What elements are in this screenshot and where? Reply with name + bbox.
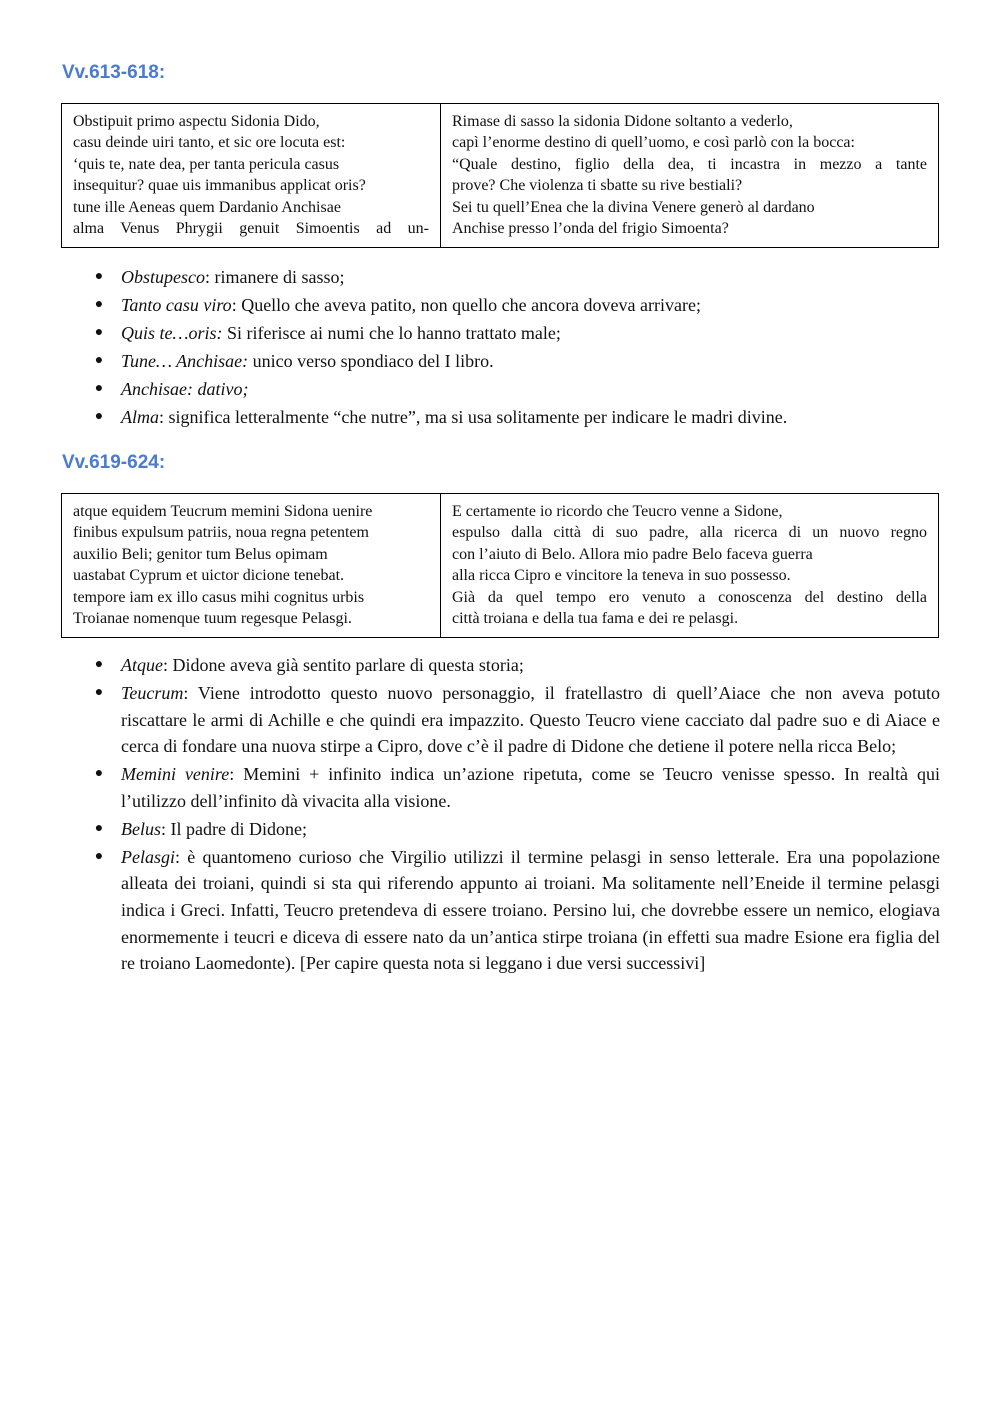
- section-heading: Vv.619-624:: [62, 452, 166, 473]
- note-text: Si riferisce ai numi che lo hanno trattato male;: [222, 322, 561, 343]
- bullet-icon: ●: [94, 269, 104, 284]
- note-text: : Quello che aveva patito, non quello che ancora doveva arrivare;: [231, 294, 701, 315]
- bullet-icon: ●: [94, 408, 104, 424]
- latin-text-cell: [62, 494, 441, 638]
- note-term: Pelasgi: [121, 846, 175, 867]
- translation-line: Sei tu quell’Enea che la divina Venere generò al dardano: [452, 198, 815, 216]
- bullet-icon: ●: [94, 296, 104, 312]
- note-term: Anchisae: dativo;: [121, 378, 249, 399]
- latin-line: Obstipuit primo aspectu Sidonia Dido,: [73, 113, 320, 130]
- note-term: Tanto casu viro: [121, 294, 232, 315]
- latin-line: finibus expulsum patriis, noua regna petentem: [73, 524, 369, 542]
- latin-line: ‘quis te, nate dea, per tanta pericula casus: [73, 155, 340, 173]
- note-term: Atque: [121, 655, 163, 675]
- translation-line: Rimase di sasso la sidonia Didone soltanto a vederlo,: [452, 113, 793, 130]
- latin-line: tempore iam ex illo casus mihi cognitus urbis: [73, 588, 365, 606]
- translation-line: alla ricca Cipro e vincitore la teneva in suo possesso.: [452, 567, 791, 585]
- notes-list: [0, 264, 940, 432]
- latin-line: auxilio Beli; genitor tum Belus opimam: [73, 545, 328, 563]
- note-item: [0, 844, 940, 977]
- translation-line: Già da quel tempo ero venuto a conoscenza del destino della: [452, 588, 927, 606]
- note-term: Memini venire: [121, 764, 230, 785]
- translation-line: città troiana e della tua fama e dei re pelasgi.: [452, 610, 739, 628]
- bullet-icon: ●: [94, 820, 104, 836]
- italian-translation-cell: [441, 104, 939, 248]
- note-item: [0, 320, 940, 347]
- note-text: : Il padre di Didone;: [161, 818, 307, 839]
- bullet-icon: ●: [94, 684, 104, 700]
- bullet-icon: ●: [94, 380, 104, 396]
- note-term: Tune… Anchisae:: [121, 350, 249, 371]
- bullet-icon: ●: [94, 324, 104, 340]
- note-text: : Didone aveva già sentito parlare di questa storia;: [163, 655, 524, 675]
- note-item: [0, 292, 940, 319]
- note-text: : rimanere di sasso;: [205, 267, 345, 287]
- note-text: : Viene introdotto questo nuovo personaggio, il fratellastro di quell’Aiace che non aveva potuto riscattare le armi di Achille e che quindi era impazzito. Questo Teucro viene cacciato dal padre suo e di Aiace e cerca di fondare una nuova stirpe a Cipro, dove c’è il padre di Didone che detiene il potere nella ricca Belo;: [121, 682, 940, 757]
- note-item: [0, 404, 940, 431]
- note-item: [0, 761, 940, 814]
- latin-text-cell: [62, 104, 441, 248]
- note-term: Quis te…oris:: [121, 322, 223, 343]
- bullet-icon: ●: [94, 657, 104, 672]
- latin-line: tune ille Aeneas quem Dardanio Anchisae: [73, 198, 341, 216]
- note-text: : è quantomeno curioso che Virgilio utilizzi il termine pelasgi in senso letterale. Era una popolazione alleata dei troiani, quindi si sta qui riferendo appunto ai troiani. Ma solitamente nell’Eneide il termine pelasgi indica i Greci. Infatti, Teucro pretendeva di essere troiano. Persino lui, che dovrebbe essere un nemico, elogiava enormemente i teucri e diceva di essere nato da un’antica stirpe troiana (in effetti sua madre Esione era figlia del re troiano Laomedonte). [Per capire questa nota si leggano i due versi successivi]: [121, 846, 940, 974]
- latin-line: uastabat Cyprum et uictor dicione tenebat.: [73, 567, 345, 585]
- bullet-icon: ●: [94, 766, 104, 782]
- translation-line: Anchise presso l’onda del frigio Simoenta?: [452, 220, 729, 238]
- note-term: Obstupesco: [121, 267, 205, 287]
- translation-line: capì l’enorme destino di quell’uomo, e così parlò con la bocca:: [452, 134, 855, 152]
- translation-line: prove? Che violenza ti sbatte su rive bestiali?: [452, 177, 743, 195]
- note-term: Teucrum: [121, 682, 184, 703]
- latin-line: Troianae nomenque tuum regesque Pelasgi.: [73, 610, 352, 628]
- note-text: : Memini + infinito indica un’azione ripetuta, come se Teucro venisse spesso. In realtà qui l’utilizzo dell’infinito dà vivacita alla visione.: [121, 764, 940, 811]
- latin-line: casu deinde uiri tanto, et sic ore locuta est:: [73, 134, 346, 152]
- verse-table: [61, 493, 939, 638]
- note-item: [0, 348, 940, 375]
- note-text: unico verso spondiaco del I libro.: [248, 350, 494, 371]
- latin-line: alma Venus Phrygii genuit Simoentis ad un-: [73, 220, 429, 238]
- note-term: Alma: [121, 406, 159, 427]
- latin-line: insequitur? quae uis immanibus applicat oris?: [73, 177, 366, 195]
- note-item: [0, 376, 940, 403]
- notes-list: [0, 652, 940, 978]
- translation-line: espulso dalla città di suo padre, alla ricerca di un nuovo regno: [452, 524, 927, 542]
- note-item: [0, 816, 940, 843]
- bullet-icon: ●: [94, 848, 104, 864]
- verse-table: [61, 103, 939, 248]
- translation-line: “Quale destino, figlio della dea, ti incastra in mezzo a tante: [452, 155, 927, 173]
- section-heading: Vv.613-618:: [62, 62, 166, 83]
- note-term: Belus: [121, 818, 161, 839]
- latin-line: atque equidem Teucrum memini Sidona uenire: [73, 503, 373, 520]
- note-item: [0, 680, 940, 760]
- translation-line: con l’aiuto di Belo. Allora mio padre Belo faceva guerra: [452, 545, 813, 563]
- translation-line: E certamente io ricordo che Teucro venne a Sidone,: [452, 503, 783, 520]
- note-text: : significa letteralmente “che nutre”, ma si usa solitamente per indicare le madri divine.: [159, 406, 788, 427]
- note-item: [0, 652, 940, 679]
- italian-translation-cell: [441, 494, 939, 638]
- note-item: [0, 264, 940, 291]
- bullet-icon: ●: [94, 352, 104, 368]
